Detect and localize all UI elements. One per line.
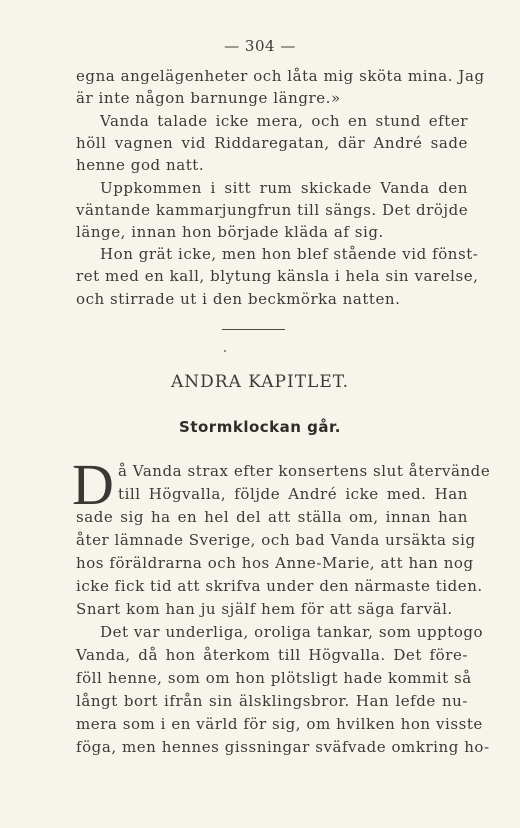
text-line: väntande kammarjungfrun till sängs. Det dröjde [76, 201, 469, 219]
text-line: höll vagnen vid Riddaregatan, där André sade [76, 134, 468, 152]
chapter-subtitle: Stormklockan går. [179, 418, 341, 436]
text-line: henne god natt. [76, 156, 205, 174]
text-line: länge, innan hon började kläda af sig. [76, 223, 384, 241]
text-line: till Högvalla, följde André icke med. Han [118, 485, 468, 503]
text-line: Vanda talade icke mera, och en stund efter [100, 112, 468, 130]
text-line: ret med en kall, blytung känsla i hela sin varelse, [76, 267, 479, 285]
section-divider [222, 329, 285, 330]
text-line: å Vanda strax efter konsertens slut återvände [118, 462, 491, 480]
text-line: långt bort ifrån sin älsklingsbror. Han lefde nu- [76, 692, 468, 710]
text-line: icke fick tid att skrifva under den närmaste tiden. [76, 577, 483, 595]
text-line: föll henne, som om hon plötsligt hade kommit så [76, 669, 472, 687]
chapter-title: ANDRA KAPITLET. [171, 372, 349, 392]
text-line: sade sig ha en hel del att ställa om, innan han [76, 508, 468, 526]
text-line: Vanda, då hon återkom till Högvalla. Det före- [76, 646, 468, 664]
text-line: Hon grät icke, men hon blef stående vid fönst- [100, 245, 479, 263]
text-line: och stirrade ut i den beckmörka natten. [76, 290, 401, 308]
text-line: åter lämnade Sverige, och bad Vanda ursäkta sig [76, 531, 476, 549]
drop-cap: D [72, 452, 114, 517]
text-line: Det var underliga, oroliga tankar, som upptogo [100, 623, 484, 641]
text-line: hos föräldrarna och hos Anne-Marie, att han nog [76, 554, 474, 572]
text-line: egna angelägenheter och låta mig sköta mina. Jag [76, 67, 485, 85]
text-line: Snart kom han ju själf hem för att säga farväl. [76, 600, 453, 618]
print-speck [224, 350, 226, 352]
text-line: är inte någon barnunge längre.» [76, 89, 341, 107]
text-line: föga, men hennes gissningar sväfvade omkring ho- [76, 738, 490, 756]
page-number: — 304 — [224, 37, 296, 55]
text-line: mera som i en värld för sig, om hvilken hon visste [76, 715, 483, 733]
text-line: Uppkommen i sitt rum skickade Vanda den [100, 179, 468, 197]
